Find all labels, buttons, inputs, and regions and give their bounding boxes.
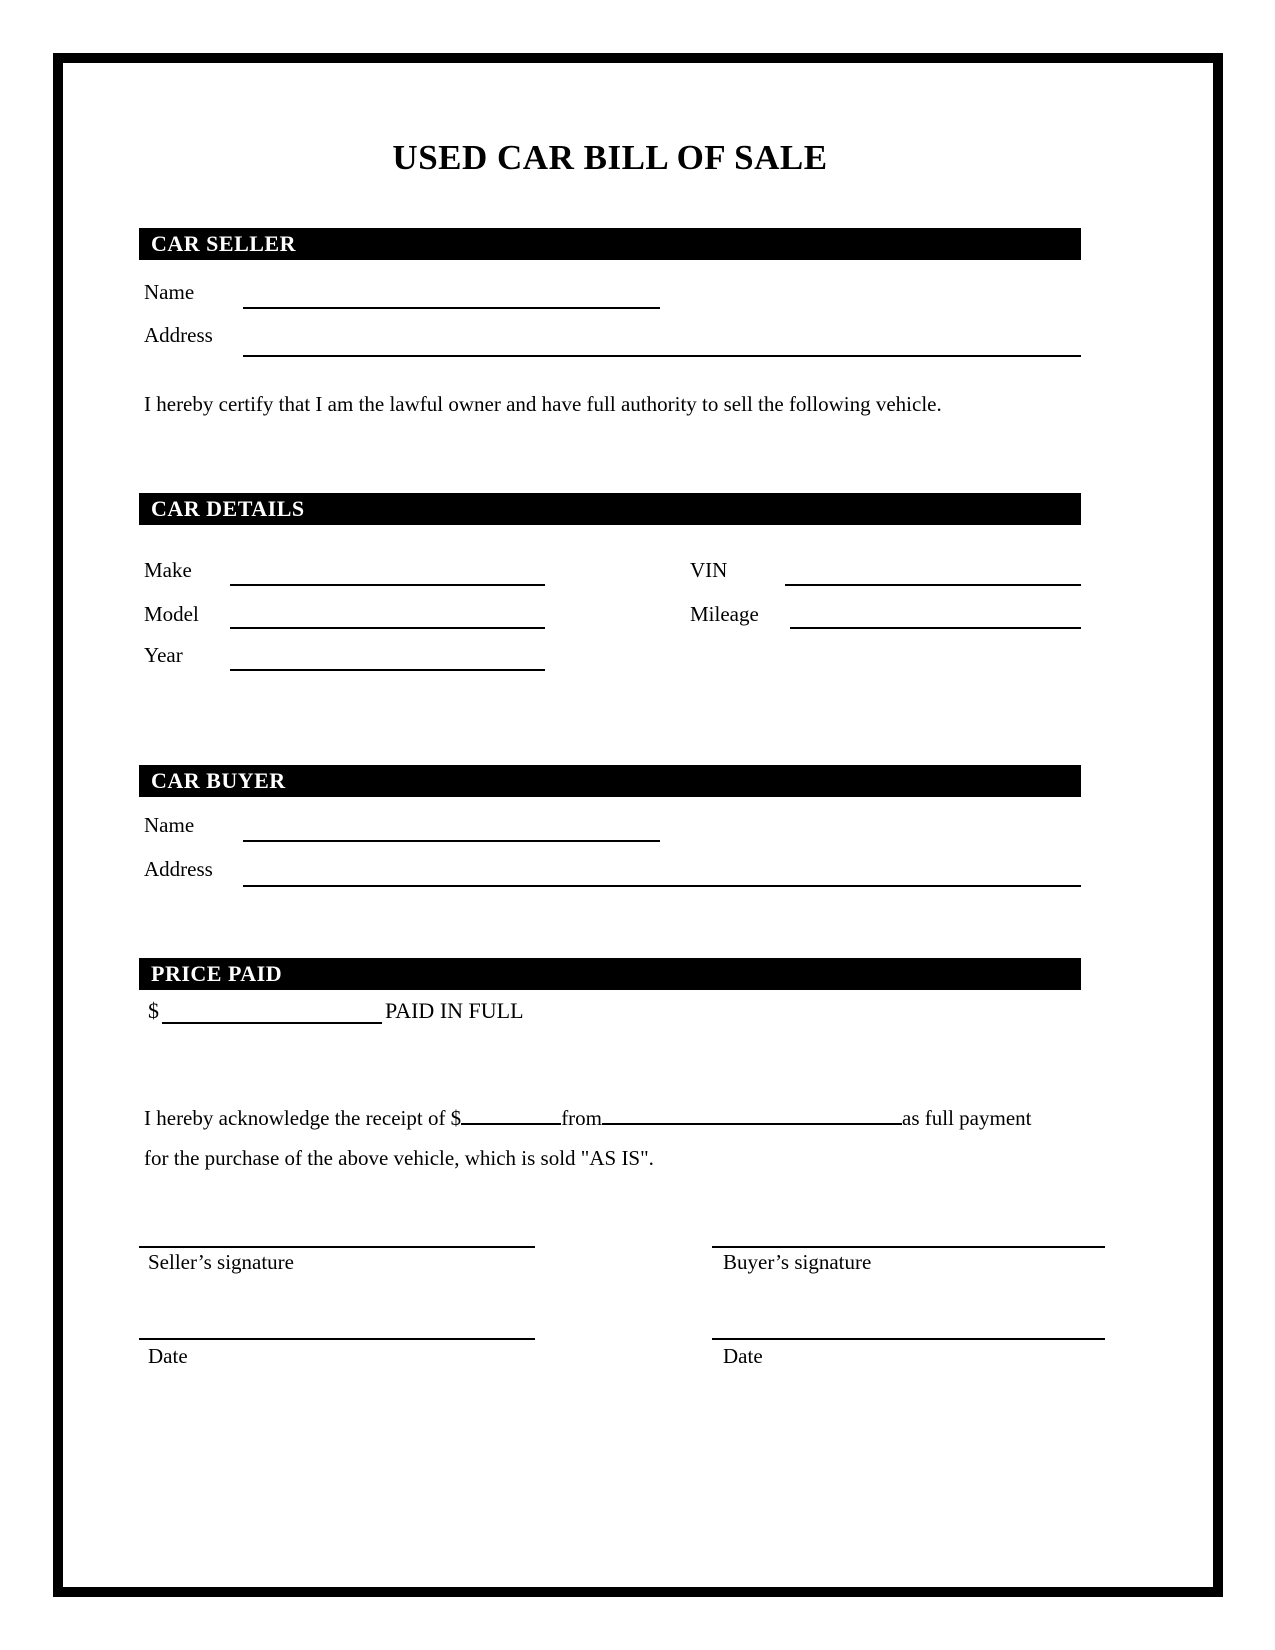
- seller-name-label: Name: [144, 280, 195, 304]
- ack-text-part1: I hereby acknowledge the receipt of $: [144, 1106, 462, 1130]
- section-header-price-paid: PRICE PAID: [139, 958, 1081, 990]
- ack-text-part2: from: [561, 1106, 603, 1130]
- seller-name-line: [243, 307, 660, 309]
- buyer-signature-line: [712, 1246, 1105, 1248]
- buyer-address-label: Address: [144, 857, 213, 881]
- section-header-car-buyer: CAR BUYER: [139, 765, 1081, 797]
- seller-date-line: [139, 1338, 535, 1340]
- mileage-label: Mileage: [690, 602, 759, 626]
- page-title: USED CAR BILL OF SALE: [392, 138, 828, 177]
- acknowledgment-paragraph: [144, 1098, 1049, 1178]
- make-line: [230, 584, 545, 586]
- vin-label: VIN: [690, 558, 728, 582]
- seller-date-label: Date: [148, 1344, 188, 1368]
- model-line: [230, 627, 545, 629]
- price-amount-line: [162, 1022, 382, 1024]
- ack-amount-blank: [461, 1104, 561, 1125]
- buyer-address-line: [243, 885, 1081, 887]
- paid-in-full-label: PAID IN FULL: [385, 998, 524, 1023]
- buyer-name-label: Name: [144, 813, 195, 837]
- seller-signature-label: Seller’s signature: [148, 1250, 294, 1274]
- vin-line: [785, 584, 1081, 586]
- make-label: Make: [144, 558, 192, 582]
- buyer-signature-label: Buyer’s signature: [723, 1250, 872, 1274]
- section-header-car-seller: CAR SELLER: [139, 228, 1081, 260]
- buyer-date-line: [712, 1338, 1105, 1340]
- seller-signature-line: [139, 1246, 535, 1248]
- buyer-name-line: [243, 840, 660, 842]
- mileage-line: [790, 627, 1081, 629]
- year-label: Year: [144, 643, 183, 667]
- buyer-date-label: Date: [723, 1344, 763, 1368]
- price-currency-symbol: $: [148, 998, 159, 1023]
- page-border: [53, 53, 1223, 1597]
- model-label: Model: [144, 602, 199, 626]
- section-header-car-details: CAR DETAILS: [139, 493, 1081, 525]
- seller-address-label: Address: [144, 323, 213, 347]
- seller-certification-text: I hereby certify that I am the lawful owner and have full authority to sell the following vehicle.: [144, 392, 942, 416]
- year-line: [230, 669, 545, 671]
- ack-text-part3: as full payment for the purchase of the above vehicle, which is sold "AS IS".: [144, 1106, 1032, 1170]
- ack-payer-blank: [602, 1104, 902, 1125]
- seller-address-line: [243, 355, 1081, 357]
